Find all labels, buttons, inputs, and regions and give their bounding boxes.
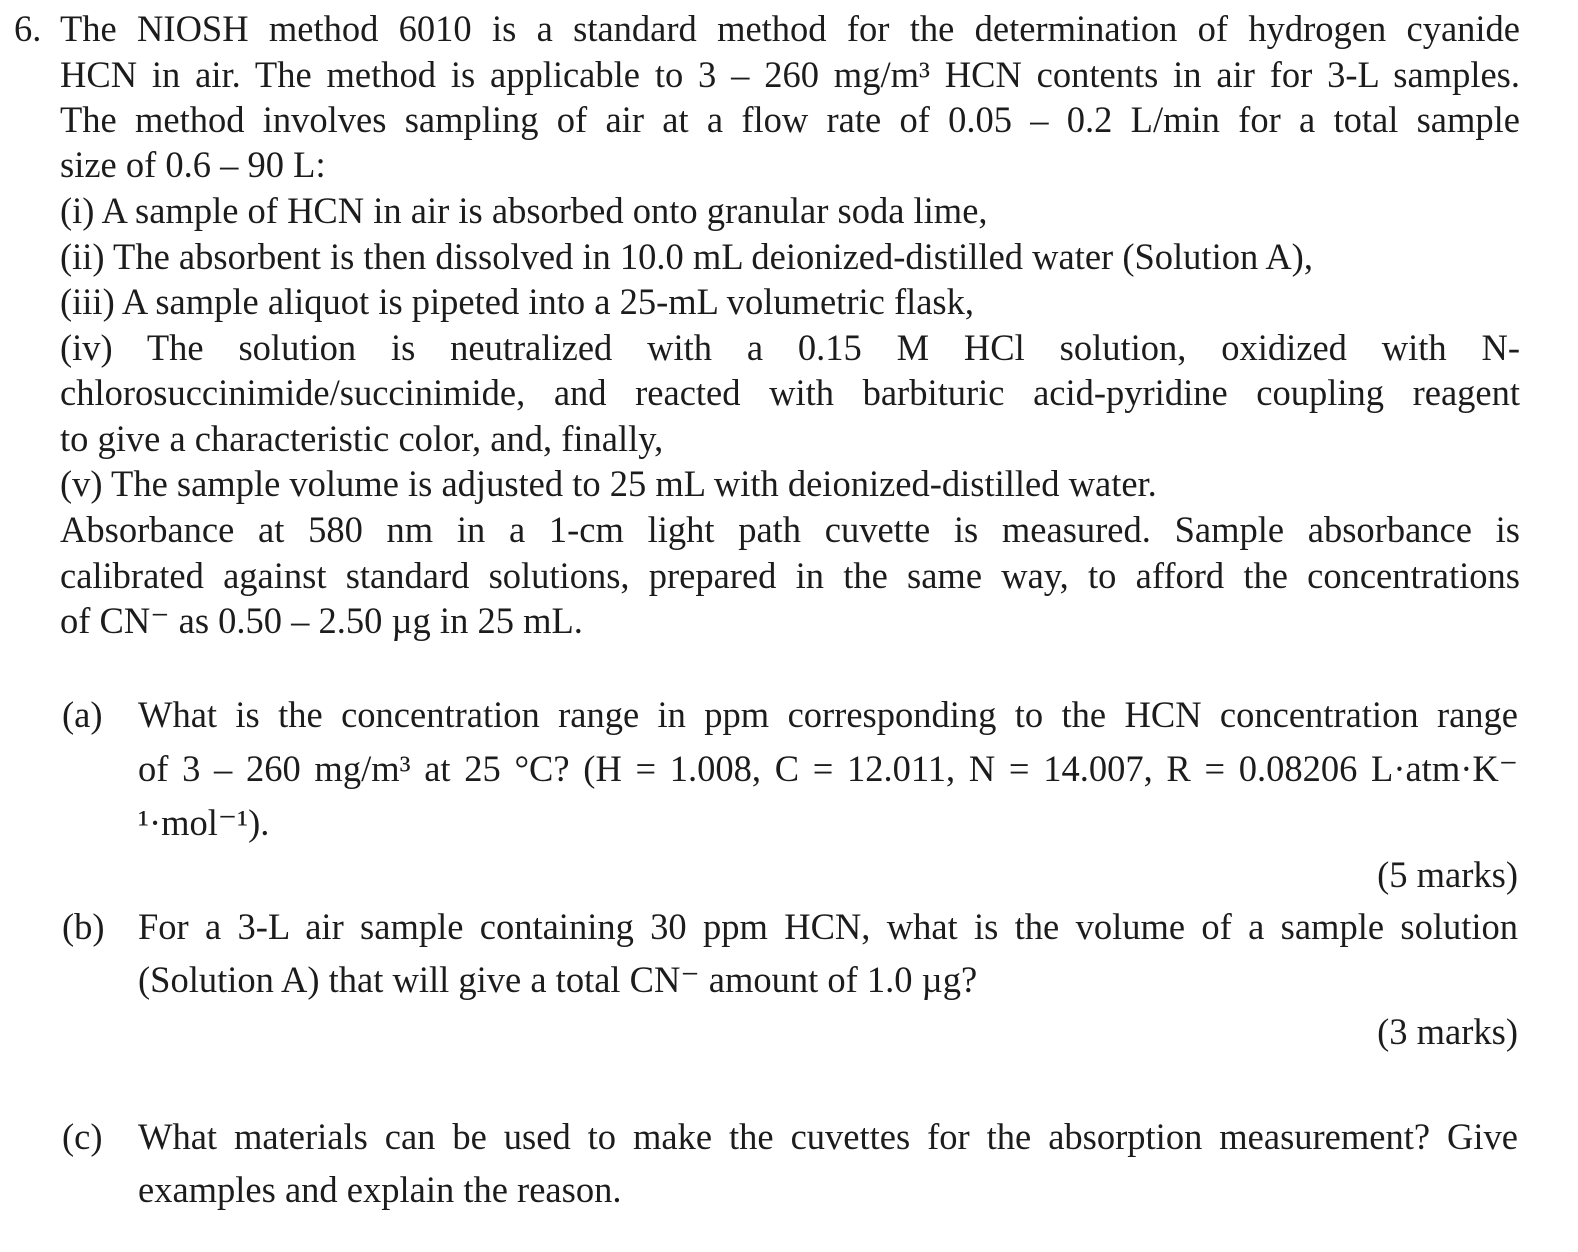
part-b-line: For a 3-L air sample containing 30 ppm HCN, what is the volume of a sample solution [138,906,1518,947]
part-b-label: (b) [62,906,105,947]
intro-line: HCN in air. The method is applicable to 3 – 260 mg/m³ HCN contents in air for 3-L samples. [60,54,1520,95]
part-c-label: (c) [62,1116,103,1157]
question-number: 6. [14,8,42,49]
part-c-line: What materials can be used to make the cuvettes for the absorption measurement? Give [138,1116,1518,1157]
step-line: chlorosuccinimide/succinimide, and reacted with barbituric acid-pyridine coupling reagent [60,372,1520,413]
part-c-line: examples and explain the reason. [138,1169,622,1210]
step-line: (i) A sample of HCN in air is absorbed onto granular soda lime, [60,190,988,231]
intro-line: The method involves sampling of air at a flow rate of 0.05 – 0.2 L/min for a total sample [60,99,1520,140]
part-a-line: What is the concentration range in ppm corresponding to the HCN concentration range [138,694,1518,735]
step-line: to give a characteristic color, and, finally, [60,418,664,459]
step-line: (iv) The solution is neutralized with a 0.15 M HCl solution, oxidized with N- [60,327,1520,368]
step-line: (iii) A sample aliquot is pipeted into a 25-mL volumetric flask, [60,281,975,322]
part-b-line: (Solution A) that will give a total CN⁻ amount of 1.0 µg? [138,959,978,1000]
part-a-line: ¹·mol⁻¹). [138,802,270,843]
part-b-marks: (3 marks) [1377,1011,1518,1052]
step-line: (v) The sample volume is adjusted to 25 mL with deionized-distilled water. [60,463,1157,504]
part-a-label: (a) [62,694,103,735]
part-a-marks: (5 marks) [1377,854,1518,895]
intro-line: size of 0.6 – 90 L: [60,144,326,185]
part-a-line: of 3 – 260 mg/m³ at 25 °C? (H = 1.008, C = 12.011, N = 14.007, R = 0.08206 L·atm·K⁻ [138,748,1518,789]
closing-line: of CN⁻ as 0.50 – 2.50 µg in 25 mL. [60,600,583,641]
closing-line: calibrated against standard solutions, prepared in the same way, to afford the concentrations [60,555,1520,596]
step-line: (ii) The absorbent is then dissolved in 10.0 mL deionized-distilled water (Solution A), [60,236,1313,277]
closing-line: Absorbance at 580 nm in a 1-cm light path cuvette is measured. Sample absorbance is [60,509,1520,550]
intro-line: The NIOSH method 6010 is a standard method for the determination of hydrogen cyanide [60,8,1520,49]
